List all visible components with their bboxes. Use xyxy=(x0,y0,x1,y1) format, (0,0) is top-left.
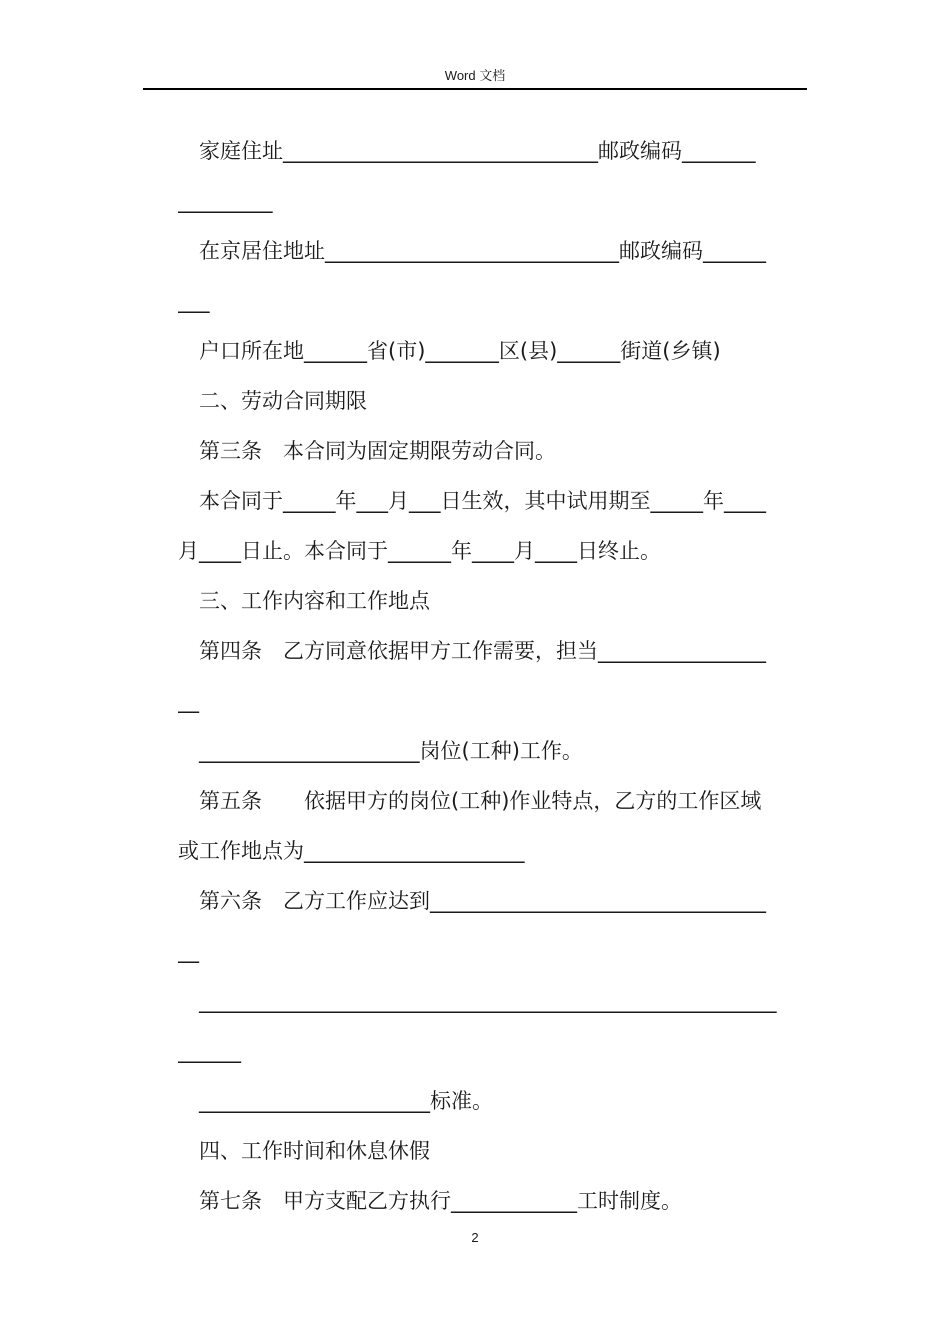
article-4-position: _____________________岗位(工种)工作。 xyxy=(199,739,583,763)
page-header xyxy=(143,64,807,90)
line-home-address-cont: _________ xyxy=(178,189,273,213)
section-heading-3: 三、工作内容和工作地点 xyxy=(199,589,430,613)
line-beijing-address-cont: ___ xyxy=(178,289,210,313)
article-5-cont: 或工作地点为_____________________ xyxy=(178,839,525,863)
page-number: 2 xyxy=(471,1230,479,1245)
line-beijing-address: 在京居住地址____________________________邮政编码______ xyxy=(199,239,766,263)
document-body xyxy=(178,126,800,1226)
article-6-blank-1: _______________________________________________________ xyxy=(199,989,777,1013)
line-hukou: 户口所在地______省(市)_______区(县)______街道(乡镇) xyxy=(199,339,721,363)
article-4-cont: __ xyxy=(178,689,199,713)
line-home-address: 家庭住址______________________________邮政编码_______ xyxy=(199,139,756,163)
article-6: 第六条 乙方工作应达到________________________________ xyxy=(199,889,766,913)
contract-term-line: 本合同于_____年___月___日生效，其中试用期至_____年____ xyxy=(199,489,766,513)
article-4: 第四条 乙方同意依据甲方工作需要，担当________________ xyxy=(199,639,766,663)
section-heading-2: 二、劳动合同期限 xyxy=(199,389,367,413)
contract-term-line-cont: 月____日止。本合同于______年____月____日终止。 xyxy=(178,539,661,563)
section-heading-4: 四、工作时间和休息休假 xyxy=(199,1139,430,1163)
article-5: 第五条 依据甲方的岗位(工种)作业特点，乙方的工作区域 xyxy=(199,789,762,813)
header-title: Word 文档 xyxy=(444,68,506,83)
article-6-standard: ______________________标准。 xyxy=(199,1089,493,1113)
article-6-cont: __ xyxy=(178,939,199,963)
article-3: 第三条 本合同为固定期限劳动合同。 xyxy=(199,439,556,463)
article-6-blank-2: ______ xyxy=(178,1039,241,1063)
article-7: 第七条 甲方支配乙方执行____________工时制度。 xyxy=(199,1189,682,1213)
page-footer xyxy=(0,1230,950,1245)
